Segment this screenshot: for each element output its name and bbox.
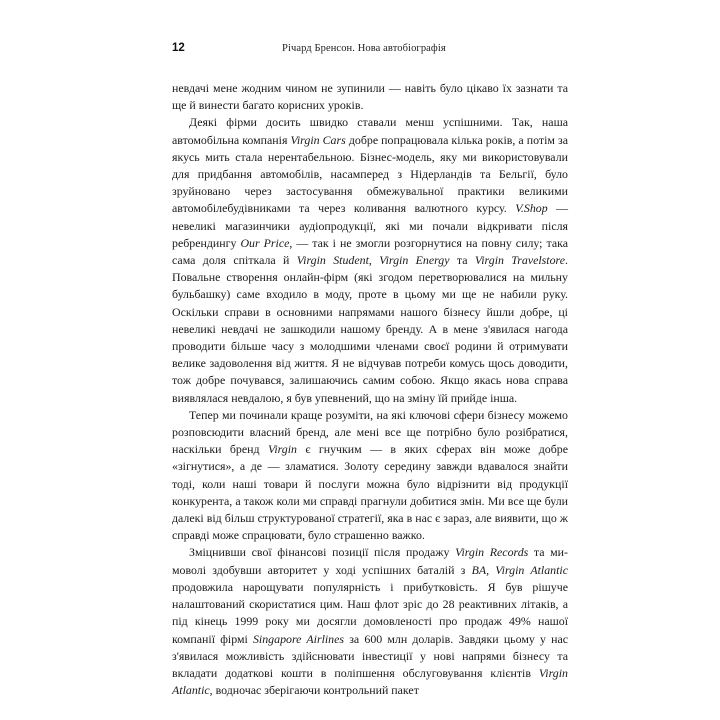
brand-name: Virgin Energy bbox=[379, 253, 450, 268]
body-text bbox=[172, 80, 568, 699]
brand-name: Singapore Airlines bbox=[252, 631, 345, 646]
brand-name: Virgin Cars bbox=[290, 132, 346, 147]
paragraph bbox=[172, 114, 568, 406]
brand-name: Our Price bbox=[240, 235, 290, 250]
text-run: продовжила нарощувати популярність і прибутковість. Я був рішуче налаштований скористатися цим. Наш флот зріс до 28 реактивних літаків, а під кінець 1999 року ми досягли домовленості про продаж 49% нашої компанії фірмі bbox=[172, 579, 568, 646]
brand-name: Virgin Atlantic bbox=[172, 665, 568, 698]
text-run: Тепер ми починали краще розуміти, на які ключові сфери бізнесу можемо розповсюдити власний бренд, але мені все ще потрібно було розібратися, наскільки бренд bbox=[172, 407, 568, 457]
running-title: Річард Бренсон. Нова автобіографія bbox=[282, 43, 446, 54]
paragraph bbox=[172, 407, 568, 545]
brand-name: Virgin Records bbox=[455, 545, 529, 560]
paragraph bbox=[172, 544, 568, 699]
running-head bbox=[172, 42, 568, 54]
page-number: 12 bbox=[172, 42, 185, 54]
brand-name: Virgin bbox=[267, 442, 298, 457]
brand-name: Virgin Travelstore bbox=[474, 253, 566, 268]
text-run: , водночас зберігаючи контрольний пакет bbox=[209, 683, 419, 698]
text-run: та мимоволі здобувши авторитет у ході успішних баталій з bbox=[172, 545, 569, 577]
paragraph bbox=[172, 80, 568, 114]
text-run: , bbox=[368, 253, 380, 268]
text-run: . Повальне створення онлайн-фірм (які згодом перетворювалися на мильну бульбашку) саме входило в моду, проте в цьому ми ще не набили руку. Оскільки справи в основними напрямами нашого бізнесу йшли добре, ці невеликі невдачі не зашкодили нашому бренду. А в мене з'явилася нагода проводити більше часу з молодшими членами своєї родини й отримувати велике задоволення від життя. Я не відчував потреби комусь щось доводити, тож добре почувався, залишаючись самим собою. Якщо якась нова справа виявлялася невдалою, я був упевнений, що на зміну їй прийде інша. bbox=[172, 253, 569, 405]
text-run: — невеликі магазинчики аудіопродукції, які ми почали відкривати після ребрендингу bbox=[172, 201, 569, 250]
brand-name: BA, Virgin Atlantic bbox=[471, 562, 568, 577]
text-run: невдачі мене жодним чином не зупинили — навіть було цікаво їх зазнати та ще й винести багато корисних уроків. bbox=[172, 81, 568, 113]
text-run: є гнучким — в яких сферах він може добре «зігнутися», а де — зламатися. Золоту середину завжди вдавалося знайти тоді, коли наші товари й послуги можна було відрізнити від продукції конкурента, а також коли ми справді прагнули добитися змін. Ми все ще були далекі від більш структурованої стратегії, яка в нас є зараз, але виявити, що ж справді може спрацювати, було страшенно важко. bbox=[172, 442, 568, 543]
text-run: та bbox=[449, 253, 475, 268]
brand-name: V.Shop bbox=[515, 201, 548, 216]
text-run: Зміцнивши свої фінансові позиції після продажу bbox=[189, 545, 456, 560]
text-run: за 600 млн доларів. Завдяки цьому у нас з'явилася можливість здійснювати інвестиції у нові напрями бізнесу та вкладати додаткові кошти в поліпшення обслуговування клієнтів bbox=[172, 631, 568, 680]
brand-name: Virgin Student bbox=[296, 253, 369, 268]
text-run: , — так і не змогли розгорнутися на повну силу; така сама доля спіткала й bbox=[172, 235, 568, 268]
text-run: Деякі фірми досить швидко ставали менш успішними. Так, наша автомобільна компанія bbox=[172, 115, 568, 147]
text-run: добре попрацювала кілька років, а потім за якусь мить стала нерентабельною. Бізнес-модель, яку ми використовували для придбання автомобілів, насамперед з Нідерландів та Бельгії, було зруйновано через застосування обмежувальної практики великими автомобілебудівниками та через коливання валютного курсу. bbox=[172, 132, 568, 216]
